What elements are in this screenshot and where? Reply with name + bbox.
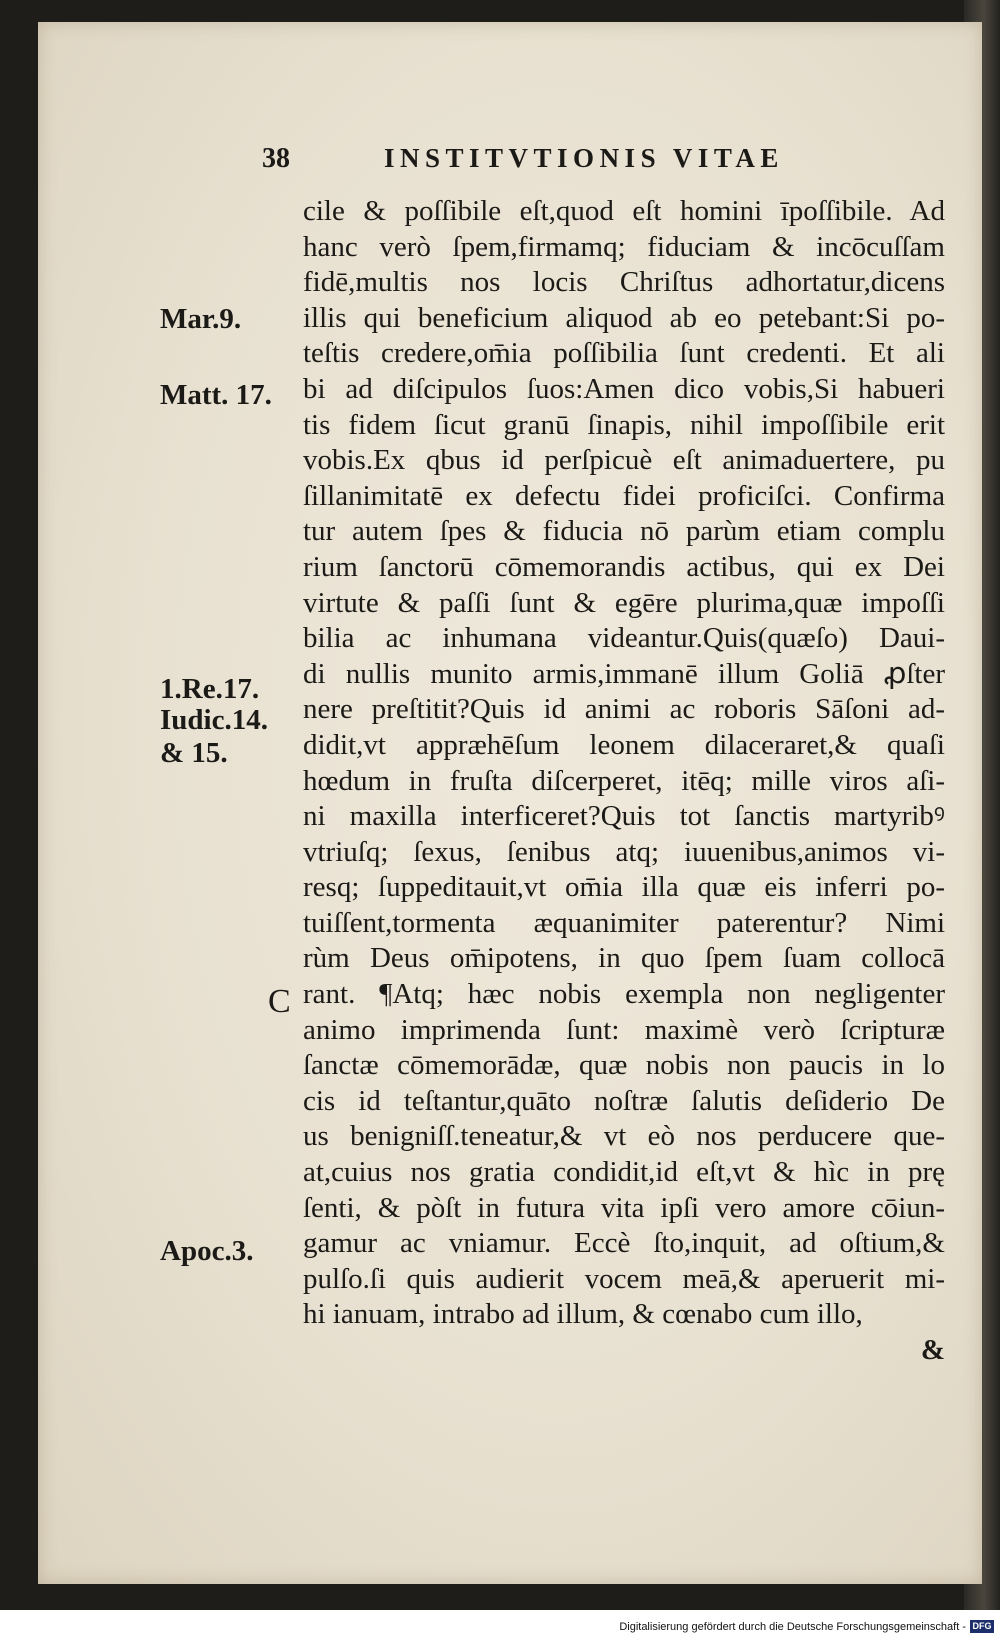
text-line: tis fidem ſicut granū ſinapis, nihil impoſſibile erit xyxy=(303,408,945,441)
text-line: hanc verò ſpem,firmamq; fiduciam & incōcuſſam xyxy=(303,230,945,263)
marginal-note-mar: Mar.9. xyxy=(160,303,242,335)
section-letter-mark: C xyxy=(268,983,291,1020)
text-line: cis id teſtantur,quāto noſtræ ſalutis deſiderio De xyxy=(303,1084,945,1117)
text-line: us benigniſſ.teneatur,& vt eò nos perducere que- xyxy=(303,1120,945,1153)
text-line: cile & poſſibile eſt,quod eſt homini īpoſſibile. Ad xyxy=(303,195,945,227)
text-line: vobis.Ex qbus id perſpicuè eſt animaduertere, pu xyxy=(303,444,945,477)
marginal-note-apoc: Apoc.3. xyxy=(160,1235,254,1267)
text-line: tuiſſent,tormenta æquanimiter paterentur? Nimi xyxy=(303,906,945,939)
text-line: didit,vt appræhēſum leonem dilaceraret,& quaſi xyxy=(303,728,945,761)
text-line: at,cuius nos gratia condidit,id eſt,vt & hìc in prę xyxy=(303,1156,945,1189)
text-line: ni maxilla interficeret?Quis tot ſanctis martyribꝰ xyxy=(303,800,945,833)
text-line: tur autem ſpes & fiducia nō parùm etiam complu xyxy=(303,515,945,548)
dfg-logo: DFG xyxy=(970,1620,994,1633)
digitization-footer xyxy=(0,1610,1000,1644)
marginal-note-iudic-cont: & 15. xyxy=(160,737,228,769)
catchword: & xyxy=(920,1334,945,1366)
running-title: INSTITVTIONIS VITAE xyxy=(384,143,784,173)
text-line: gamur ac vniamur. Eccè ſto,inquit, ad oſtium,& xyxy=(303,1227,945,1260)
text-line: hœdum in fruſta diſcerperet, itēq; mille viros aſi- xyxy=(303,764,945,797)
text-line: pulſo.ſi quis audierit vocem meā,& aperuerit mi- xyxy=(303,1262,945,1295)
text-line: ſanctæ cōmemorādæ, quæ nobis non paucis in lo xyxy=(303,1049,945,1082)
text-line: nere preſtitit?Quis id animi ac roboris Sāſoni ad- xyxy=(303,693,945,726)
text-line: ſillanimitatē ex defectu fidei proficiſci. Confirma xyxy=(303,479,945,512)
body-text xyxy=(303,194,945,1369)
text-line: illis qui beneficium aliquod ab eo petebant:Si po- xyxy=(303,301,945,334)
funding-credit: Digitalisierung gefördert durch die Deutsche Forschungsgemeinschaft - xyxy=(619,1621,966,1633)
marginal-note-reg: 1.Re.17. xyxy=(160,673,260,705)
marginal-note-iudic: Iudic.14. xyxy=(160,704,268,736)
text-line: vtriuſq; ſexus, ſenibus atq; iuuenibus,animos vi- xyxy=(303,835,945,868)
page-number: 38 xyxy=(262,143,290,174)
text-line: rùm Deus om̄ipotens, in quo ſpem ſuam collocā xyxy=(303,942,945,975)
text-line: rant. ¶Atq; hæc nobis exempla non negligenter xyxy=(303,978,945,1011)
text-line: bilia ac inhumana videantur.Quis(quæſo) Daui- xyxy=(303,622,945,655)
text-line: hi ianuam, intrabo ad illum, & cœnabo cum illo, xyxy=(303,1298,863,1331)
text-line: animo imprimenda ſunt: maximè verò ſcripturæ xyxy=(303,1013,945,1046)
marginal-note-matt: Matt. 17. xyxy=(160,379,272,411)
text-line: bi ad diſcipulos ſuos:Amen dico vobis,Si habueri xyxy=(303,372,945,405)
text-line: rium ſanctorū cōmemorandis actibus, qui ex Dei xyxy=(303,550,945,583)
text-line: teſtis credere,om̄ia poſſibilia ſunt credenti. Et ali xyxy=(303,337,945,370)
text-line: ſenti, & pòſt in futura vita ipſi vero amore cōiun- xyxy=(303,1191,945,1224)
text-line: fidē,multis nos locis Chriſtus adhortatur,dicens xyxy=(303,266,945,299)
text-line: resq; ſuppeditauit,vt om̄ia illa quæ eis inferri po- xyxy=(303,871,945,904)
text-line: virtute & paſſi ſunt & egēre plurima,quæ impoſſi xyxy=(303,586,945,619)
text-line: di nullis munito armis,immanē illum Goliā ꝓſter xyxy=(303,657,945,690)
